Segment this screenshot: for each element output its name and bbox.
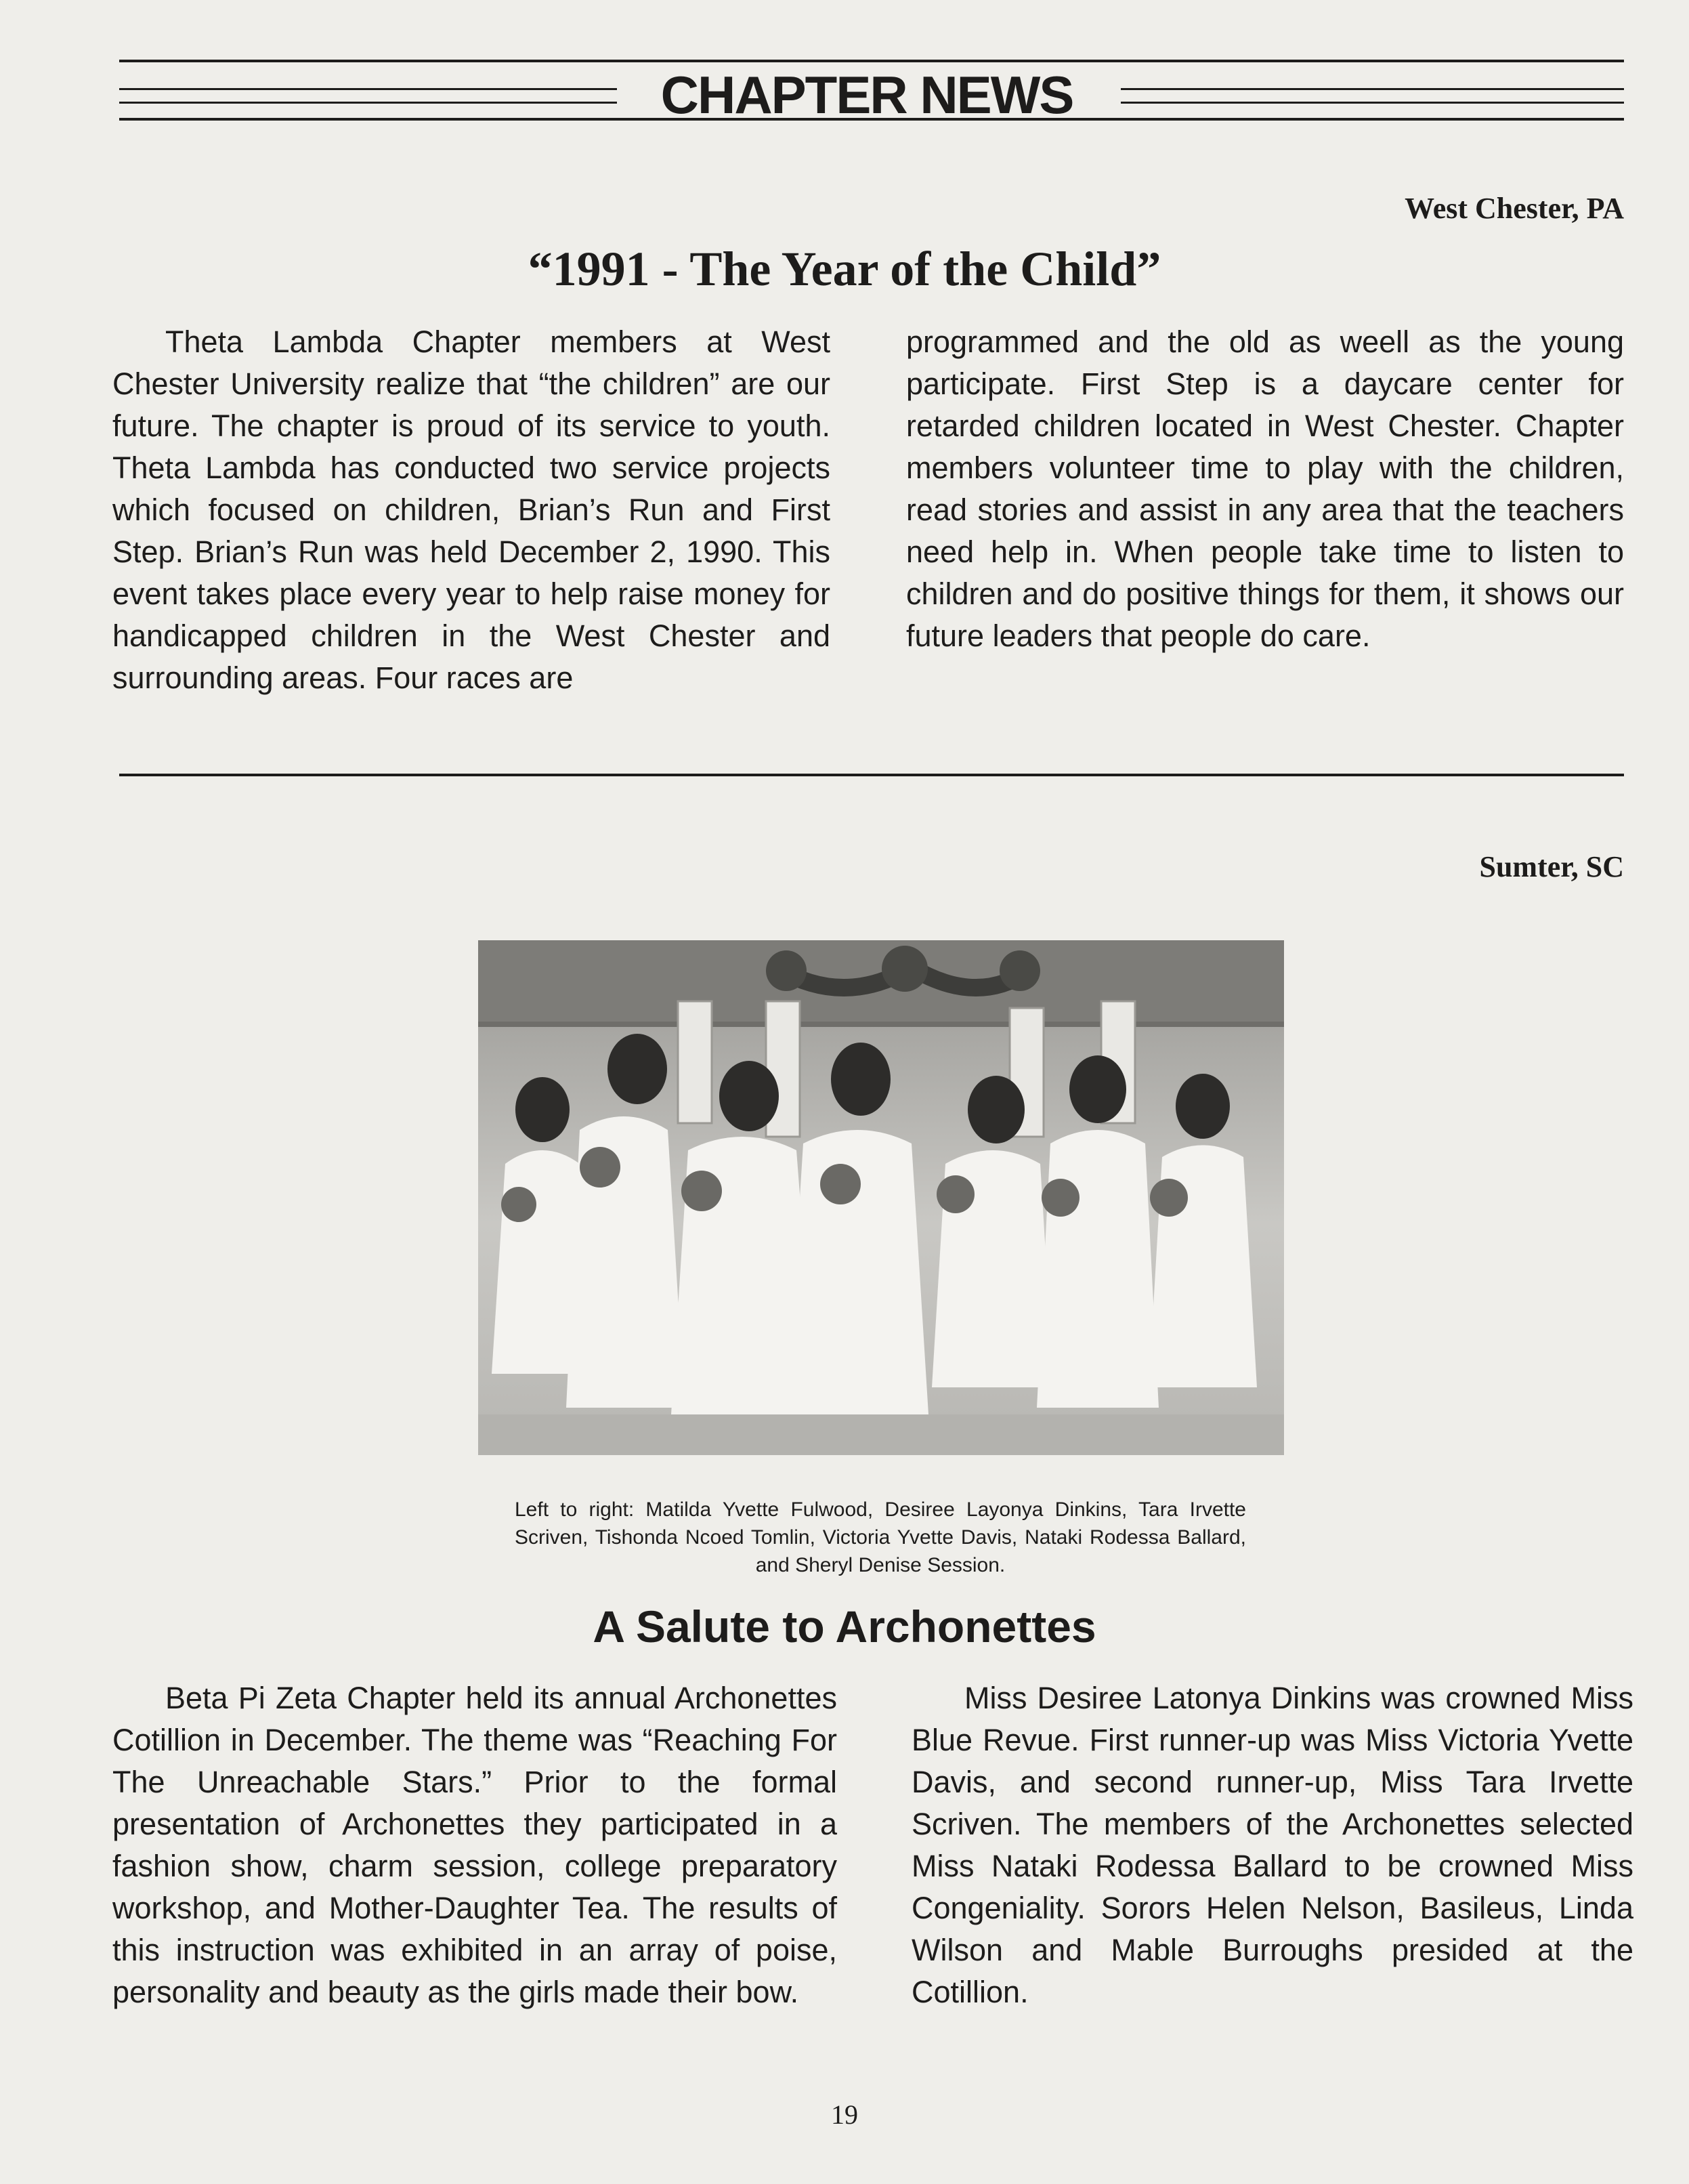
article1-col2-text: programmed and the old as weell as the young participate. First Step is a daycare center for retarded children located in West Chester. Chapter members volunteer time to play with the children, read stories and assist in any area that the teachers need help in. When people take time to listen to children and do positive things for them, it shows our future leaders that people do care.: [906, 324, 1624, 653]
article2-column-left: [112, 1677, 837, 2013]
article1-column-left: [112, 321, 830, 699]
masthead-rule-left-2: [119, 102, 617, 104]
article2-column-right: [912, 1677, 1633, 2013]
article2-location: Sumter, SC: [1479, 850, 1624, 883]
photo-caption: Left to right: Matilda Yvette Fulwood, Desiree Layonya Dinkins, Tara Irvette Scriven, Tishonda Ncoed Tomlin, Victoria Yvette Davis, Nataki Rodessa Ballard, and Sheryl Denise Session.: [515, 1498, 1246, 1576]
article1-col1-text: Theta Lambda Chapter members at West Chester University realize that “the children” are our future. The chapter is proud of its service to youth. Theta Lambda has conducted two service projects which focused on children, Brian’s Run and First Step. Brian’s Run was held December 2, 1990. This event takes place every year to help raise money for handicapped children in the West Chester and surrounding areas. Four races are: [112, 324, 830, 695]
masthead-rule-right-1: [1121, 88, 1624, 90]
masthead-rule-right-2: [1121, 102, 1624, 104]
masthead-rule-left-1: [119, 88, 617, 90]
section-title: CHAPTER NEWS: [660, 65, 1073, 125]
article2-col1-text: Beta Pi Zeta Chapter held its annual Archonettes Cotillion in December. The theme was “Reaching For The Unreachable Stars.” Prior to the formal presentation of Archonettes they participated in a fashion show, charm session, college preparatory workshop, and Mother-Daughter Tea. The results of this instruction was exhibited in an array of poise, personality and beauty as the girls made their bow.: [112, 1681, 837, 2009]
article2-col2-text: Miss Desiree Latonya Dinkins was crowned Miss Blue Revue. First runner-up was Miss Victoria Yvette Davis, and second runner-up, Miss Tara Irvette Scriven. The members of the Archonettes selected Miss Nataki Rodessa Ballard to be crowned Miss Congeniality. Sorors Helen Nelson, Basileus, Linda Wilson and Mable Burroughs presided at the Cotillion.: [912, 1681, 1633, 2009]
article1-column-right: [906, 321, 1624, 657]
article-divider: [119, 774, 1624, 776]
cotillion-photo: [478, 940, 1284, 1455]
article2-headline: A Salute to Archonettes: [593, 1601, 1096, 1652]
page-number: 19: [831, 2099, 858, 2130]
article1-location: West Chester, PA: [1405, 192, 1624, 225]
article1-headline: “1991 - The Year of the Child”: [528, 242, 1161, 296]
cotillion-photo-illustration: [478, 940, 1284, 1455]
